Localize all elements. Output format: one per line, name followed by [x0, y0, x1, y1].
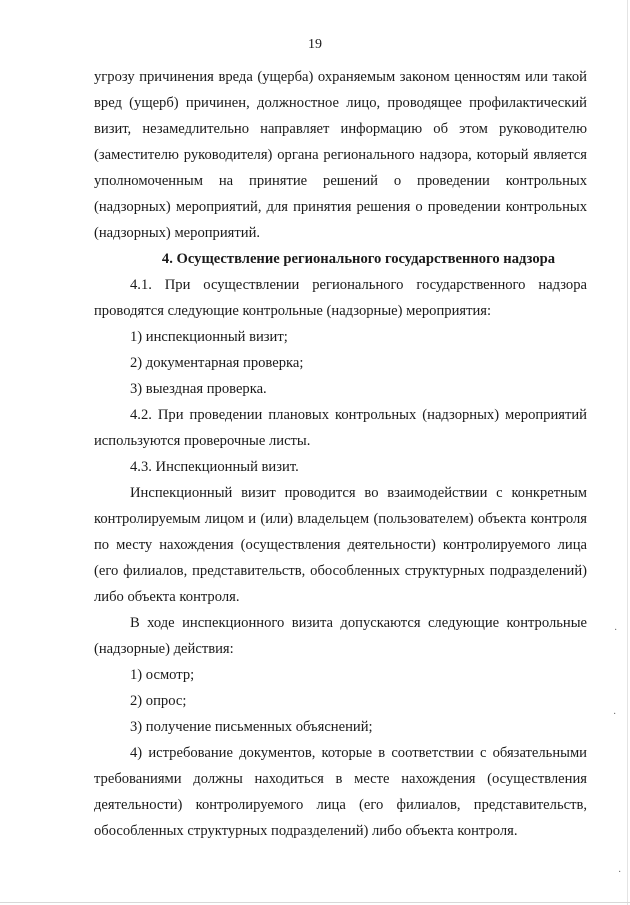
page-number: 19 — [308, 37, 322, 52]
paragraph-4-2: 4.2. При проведении плановых контрольных (надзорных) мероприятий используются проверочные листы. — [94, 407, 587, 449]
list-item: 3) выездная проверка. — [130, 381, 267, 397]
paragraph-inspection-visit: Инспекционный визит проводится во взаимодействии с конкретным контролируемым лицом и (или) владельцем (пользователем) объекта контроля по месту нахождения (осуществления деятельности) контролируемого лица (его филиалов, представительств, обособленных структурных подразделений) либо объекта контроля. — [94, 485, 587, 605]
list-item: 2) опрос; — [130, 693, 187, 709]
scan-edge-right — [627, 0, 628, 905]
paragraph-continuation: угрозу причинения вреда (ущерба) охраняемым законом ценностям или такой вред (ущерб) причинен, должностное лицо, проводящее профилактический визит, незамедлительно направляет информацию об этом руководителю (заместителю руководителя) органа регионального надзора, который является уполномоченным на принятие решений о проведении контрольных (надзорных) мероприятий, для принятия решения о проведении контрольных (надзорных) мероприятий. — [94, 69, 587, 241]
list-item: 1) инспекционный визит; — [130, 329, 288, 345]
scan-speck: · — [618, 867, 622, 878]
list-item: 3) получение письменных объяснений; — [130, 719, 373, 735]
paragraph-allowed-actions: В ходе инспекционного визита допускаются следующие контрольные (надзорные) действия: — [94, 615, 587, 657]
paragraph-4-3: 4.3. Инспекционный визит. — [130, 459, 299, 475]
list-item: 1) осмотр; — [130, 667, 195, 683]
scan-edge-bottom — [0, 902, 630, 903]
document-body — [94, 64, 587, 844]
list-item: 2) документарная проверка; — [130, 355, 304, 371]
scan-speck: · — [613, 709, 617, 720]
paragraph-4-1: 4.1. При осуществлении регионального государственного надзора проводятся следующие контрольные (надзорные) мероприятия: — [94, 277, 587, 319]
list-item-documents: 4) истребование документов, которые в соответствии с обязательными требованиями должны находиться в месте нахождения (осуществления деятельности) контролируемого лица (его филиалов, представительств, обособленных структурных подразделений) либо объекта контроля. — [94, 745, 587, 839]
scan-speck: · — [614, 625, 618, 636]
section-heading: 4. Осуществление регионального государственного надзора — [161, 251, 556, 267]
